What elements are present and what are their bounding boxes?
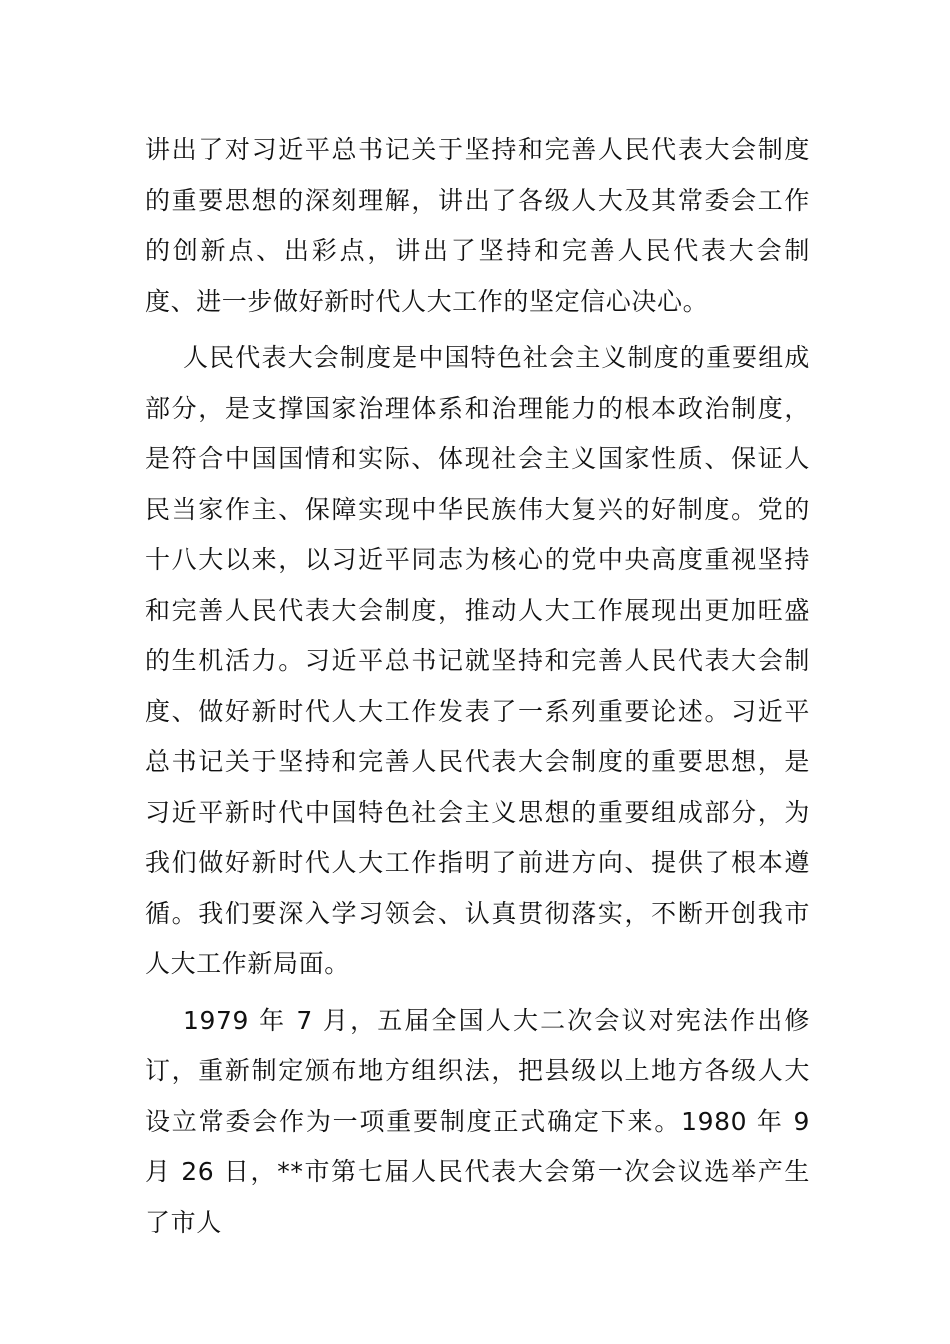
document-body	[145, 125, 810, 1254]
paragraph-continuation: 讲出了对习近平总书记关于坚持和完善人民代表大会制度的重要思想的深刻理解，讲出了各级人大及其常委会工作的创新点、出彩点，讲出了坚持和完善人民代表大会制度、进一步做好新时代人大工作的坚定信心决心。	[145, 135, 810, 316]
paragraph-history-1979: 1979 年 7 月，五届全国人大二次会议对宪法作出修订，重新制定颁布地方组织法，把县级以上地方各级人大设立常委会作为一项重要制度正式确定下来。1980 年 9 月 26 日，**市第七届人民代表大会第一次会议选举产生了市人	[145, 1005, 810, 1237]
paragraph-npc-system: 人民代表大会制度是中国特色社会主义制度的重要组成部分，是支撑国家治理体系和治理能力的根本政治制度，是符合中国国情和实际、体现社会主义国家性质、保证人民当家作主、保障实现中华民族伟大复兴的好制度。党的十八大以来，以习近平同志为核心的党中央高度重视坚持和完善人民代表大会制度，推动人大工作展现出更加旺盛的生机活力。习近平总书记就坚持和完善人民代表大会制度、做好新时代人大工作发表了一系列重要论述。习近平总书记关于坚持和完善人民代表大会制度的重要思想，是习近平新时代中国特色社会主义思想的重要组成部分，为我们做好新时代人大工作指明了前进方向、提供了根本遵循。我们要深入学习领会、认真贯彻落实，不断开创我市人大工作新局面。	[145, 343, 810, 978]
